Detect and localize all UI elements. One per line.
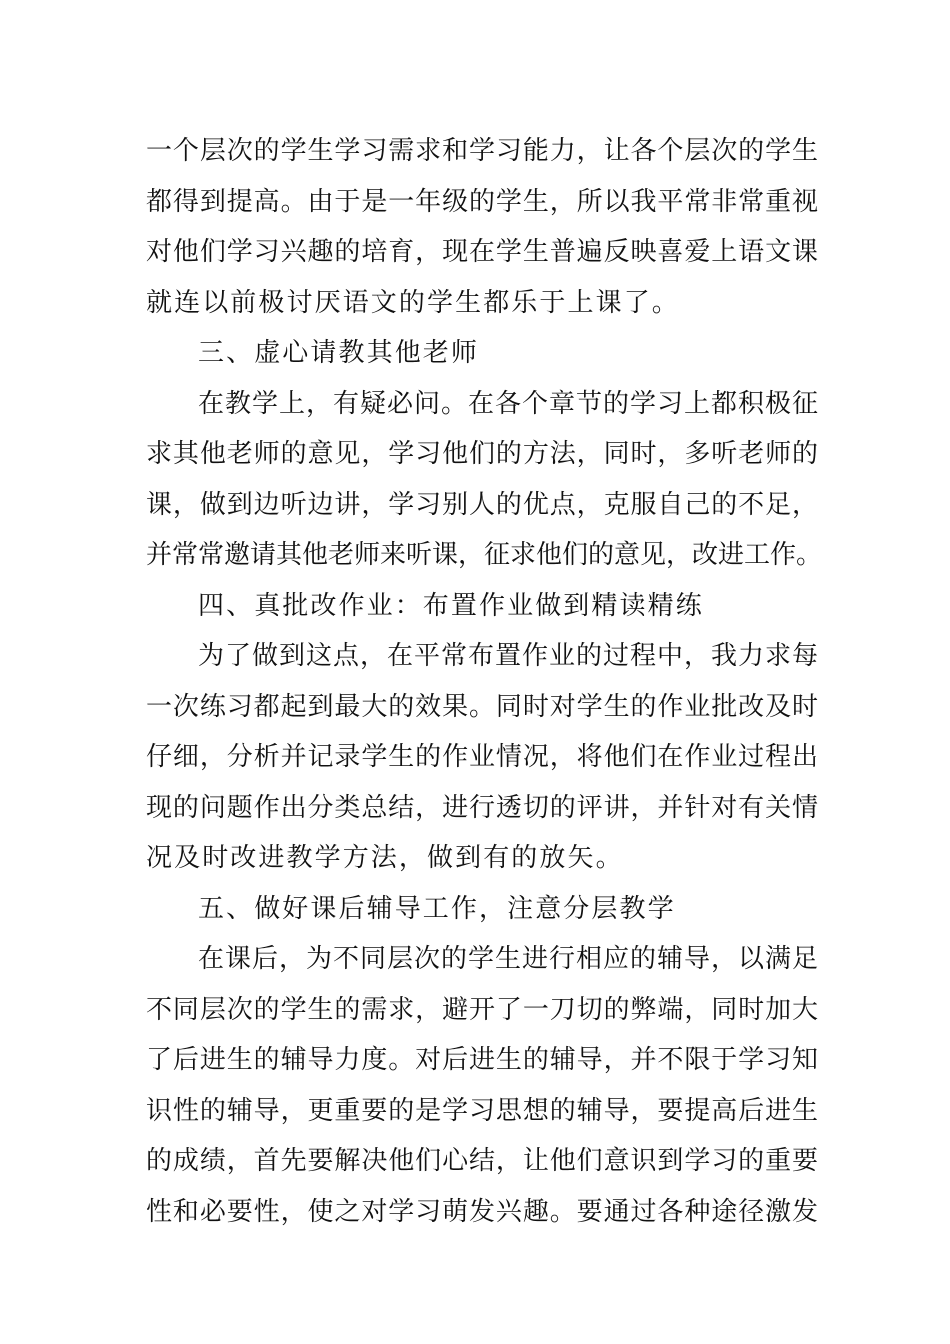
text-line: 课，做到边听边讲，学习别人的优点，克服自己的不足， bbox=[146, 489, 818, 520]
body-text bbox=[146, 126, 823, 1237]
text-line: 并常常邀请其他老师来听课，征求他们的意见，改进工作。 bbox=[146, 540, 823, 570]
text-line: 况及时改进教学方法，做到有的放矢。 bbox=[146, 843, 624, 873]
section-heading: 四、真批改作业：布置作业做到精读精练 bbox=[198, 590, 704, 621]
text-line: 现的问题作出分类总结，进行透切的评讲，并针对有关情 bbox=[146, 792, 818, 823]
text-line: 仔细，分析并记录学生的作业情况，将他们在作业过程出 bbox=[146, 742, 818, 772]
text-line: 对他们学习兴趣的培育，现在学生普遍反映喜爱上语文课 bbox=[146, 237, 818, 267]
section-heading: 三、虚心请教其他老师 bbox=[198, 338, 480, 368]
text-line: 求其他老师的意见，学习他们的方法，同时，多听老师的 bbox=[146, 439, 818, 469]
text-line: 就连以前极讨厌语文的学生都乐于上课了。 bbox=[146, 287, 680, 318]
text-line: 在教学上，有疑必问。在各个章节的学习上都积极征 bbox=[198, 388, 818, 419]
text-line: 一个层次的学生学习需求和学习能力，让各个层次的学生 bbox=[146, 136, 818, 166]
text-line: 都得到提高。由于是一年级的学生，所以我平常非常重视 bbox=[146, 186, 818, 217]
section-heading: 五、做好课后辅导工作，注意分层教学 bbox=[198, 893, 676, 924]
text-line: 性和必要性，使之对学习萌发兴趣。要通过各种途径激发 bbox=[146, 1196, 818, 1227]
text-line: 了后进生的辅导力度。对后进生的辅导，并不限于学习知 bbox=[146, 1045, 818, 1075]
text-line: 一次练习都起到最大的效果。同时对学生的作业批改及时 bbox=[146, 691, 818, 722]
text-line: 在课后，为不同层次的学生进行相应的辅导，以满足 bbox=[198, 944, 818, 974]
text-line: 不同层次的学生的需求，避开了一刀切的弊端，同时加大 bbox=[146, 994, 818, 1025]
text-line: 识性的辅导，更重要的是学习思想的辅导，要提高后进生 bbox=[146, 1095, 818, 1126]
text-line: 为了做到这点，在平常布置作业的过程中，我力求每 bbox=[198, 641, 818, 671]
text-line: 的成绩，首先要解决他们心结，让他们意识到学习的重要 bbox=[146, 1146, 818, 1176]
